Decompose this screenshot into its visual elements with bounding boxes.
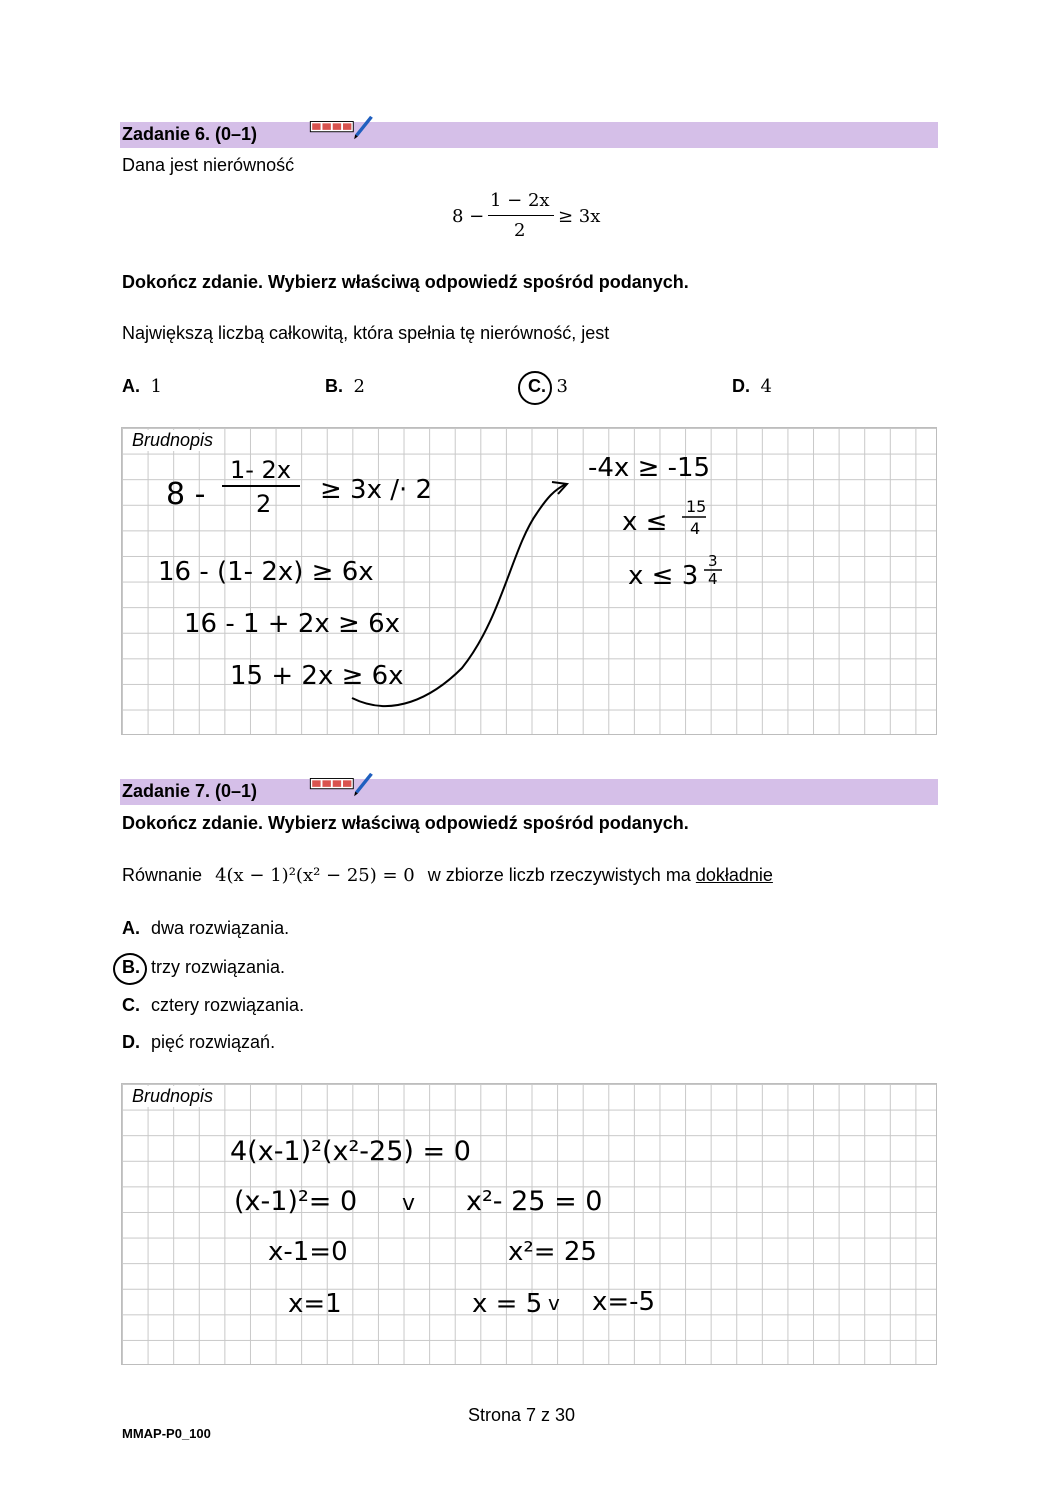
hw-line6-den: 4 [690, 519, 701, 538]
option-text: cztery rozwiązania. [151, 995, 305, 1015]
task6-title: Zadanie 6. (0–1) [122, 124, 258, 144]
hw-line4: 15 + 2x ≥ 6x [230, 661, 404, 691]
task6-intro: Dana jest nierówność [122, 155, 295, 175]
hw-line2c: x²- 25 = 0 [466, 1186, 603, 1217]
scratch-label: Brudnopis [132, 430, 219, 451]
option-letter: D. [122, 1032, 140, 1052]
formula-numerator: 1 − 2x [490, 190, 550, 211]
hw-line6-lead: x ≤ [622, 507, 668, 537]
hw-line2: 16 - (1- 2x) ≥ 6x [158, 557, 374, 587]
hw-line6-num: 15 [686, 497, 707, 516]
task6-option-b[interactable] [325, 376, 365, 397]
task6-question: Największą liczbą całkowitą, która spełnia tę nierówność, jest [122, 323, 610, 343]
question-pre: Równanie [122, 865, 203, 885]
question-post: w zbiorze liczb rzeczywistych ma [427, 865, 691, 885]
selected-answer-circle [113, 953, 147, 985]
task-tools-icon [308, 771, 378, 799]
question-underlined: dokładnie [695, 865, 773, 885]
scratch-label: Brudnopis [132, 1086, 219, 1107]
option-text: pięć rozwiązań. [151, 1032, 276, 1052]
task6-header [120, 122, 938, 148]
task6-formula [452, 190, 612, 244]
hw-line1-num: 1- 2x [230, 456, 292, 484]
formula-tail: ≥ 3x [558, 206, 601, 227]
option-letter: B. [325, 376, 343, 396]
hw-line2a: (x-1)²= 0 [234, 1186, 358, 1217]
task7-question [122, 865, 773, 886]
task-tools-icon [308, 114, 378, 142]
option-letter: C. [122, 995, 140, 1015]
hw-line3a: x-1=0 [268, 1237, 348, 1267]
hw-line1: 4(x-1)²(x²-25) = 0 [230, 1136, 471, 1167]
option-value: 2 [353, 376, 365, 397]
task6-scratch-grid [121, 427, 937, 735]
question-equation: 4(x − 1)²(x² − 25) = 0 [215, 865, 415, 886]
option-letter: A. [122, 376, 140, 396]
formula-denominator: 2 [514, 220, 526, 241]
hw-line4b: x = 5 [472, 1289, 543, 1319]
task6-option-a[interactable] [122, 376, 162, 397]
option-letter: A. [122, 918, 140, 938]
hw-line7-den: 4 [708, 570, 718, 588]
formula-lead: 8 − [452, 206, 485, 227]
option-value: 4 [760, 376, 772, 397]
selected-answer-circle [518, 371, 552, 405]
hw-line1-lead: 8 - [166, 477, 206, 512]
document-code: MMAP-P0_100 [122, 1426, 211, 1441]
task6-option-d[interactable] [732, 376, 772, 397]
option-text: trzy rozwiązania. [151, 957, 286, 977]
formula-fraction-bar [488, 215, 554, 216]
hw-line5: -4x ≥ -15 [588, 453, 711, 483]
task7-title: Zadanie 7. (0–1) [122, 781, 258, 801]
hw-line3b: x²= 25 [508, 1237, 597, 1267]
hw-line4c: v [548, 1291, 560, 1315]
task7-option-a[interactable] [122, 918, 289, 939]
task7-header [120, 779, 938, 805]
option-letter: B. [122, 957, 140, 977]
task6-instruction: Dokończ zdanie. Wybierz właściwą odpowiedź spośród podanych. [122, 272, 689, 292]
hw-line1-den: 2 [256, 490, 272, 518]
task7-instruction: Dokończ zdanie. Wybierz właściwą odpowiedź spośród podanych. [122, 813, 689, 833]
hw-line4d: x=-5 [592, 1287, 656, 1317]
task7-handwriting [122, 1084, 936, 1364]
hw-line4a: x=1 [288, 1289, 342, 1319]
hw-line7-lead: x ≤ 3 [628, 561, 699, 591]
hw-line2b: v [402, 1191, 416, 1216]
task7-option-c[interactable] [122, 995, 304, 1016]
option-value: 1 [150, 376, 162, 397]
page-number: Strona 7 z 30 [468, 1405, 576, 1425]
hw-line7-num: 3 [708, 552, 718, 570]
option-value: 3 [556, 376, 568, 397]
task7-option-d[interactable] [122, 1032, 275, 1053]
task6-handwriting [122, 428, 936, 734]
option-letter: D. [732, 376, 750, 396]
option-text: dwa rozwiązania. [151, 918, 290, 938]
task7-scratch-grid [121, 1083, 937, 1365]
hw-line3: 16 - 1 + 2x ≥ 6x [184, 609, 401, 639]
hw-line1-tail: ≥ 3x /· 2 [320, 475, 433, 505]
option-letter: C. [528, 376, 546, 396]
